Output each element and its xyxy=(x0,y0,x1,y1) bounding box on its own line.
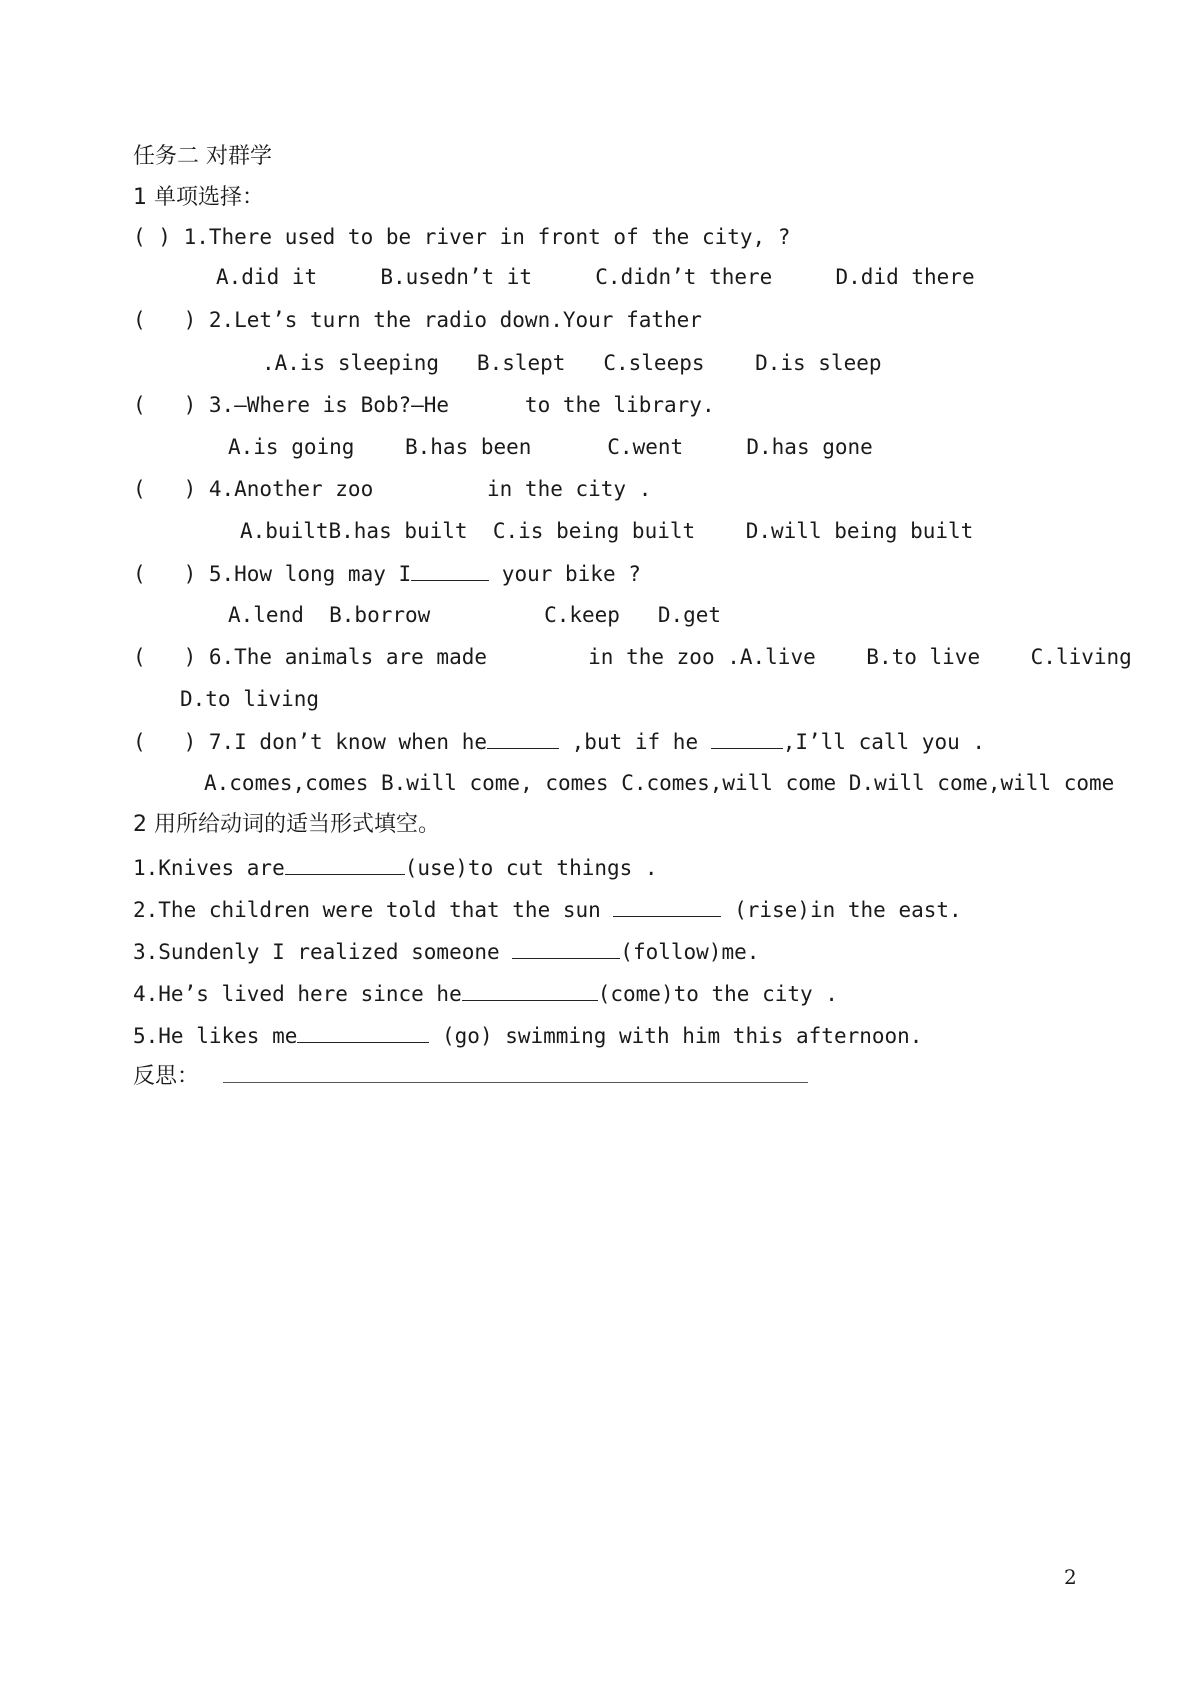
fill-item-1-text-a: 1.Knives are xyxy=(133,856,285,880)
fill-blank-2[interactable] xyxy=(613,894,721,917)
q5-stem xyxy=(133,558,641,589)
q7-options: A.comes,comes B.will come, comes C.comes,will come D.will come,will come xyxy=(204,771,1115,795)
fill-item-5 xyxy=(133,1020,922,1051)
reflection xyxy=(133,1062,808,1092)
fill-item-2-text-b: (rise)in the east. xyxy=(721,898,962,922)
q6-options: D.to living xyxy=(180,687,320,711)
q1-stem: ( ) 1.There used to be river in front of the city, ? xyxy=(133,225,791,249)
q1-options: A.did it B.usedn’t it C.didn’t there D.did there xyxy=(216,265,975,289)
section2-title: 2 用所给动词的适当形式填空。 xyxy=(133,812,440,837)
q7-stem-c: ,I’ll call you . xyxy=(782,730,986,754)
q7-blank-1[interactable] xyxy=(487,726,559,749)
q2-stem: ( ) 2.Let’s turn the radio down.Your father xyxy=(133,308,702,332)
q7-stem xyxy=(133,726,985,757)
q3-stem: ( ) 3.—Where is Bob?—He to the library. xyxy=(133,393,715,417)
fill-item-3-text-b: (follow)me. xyxy=(620,940,760,964)
fill-item-2 xyxy=(133,894,962,925)
fill-item-4-text-a: 4.He’s lived here since he xyxy=(133,982,462,1006)
q6-stem: ( ) 6.The animals are made in the zoo .A.live B.to live C.living xyxy=(133,645,1132,669)
section1-title: 1 单项选择： xyxy=(133,185,264,210)
fill-blank-4[interactable] xyxy=(462,978,598,1001)
fill-blank-1[interactable] xyxy=(285,852,405,875)
fill-item-4-text-b: (come)to the city . xyxy=(597,982,838,1006)
q5-stem-a: ( ) 5.How long may I xyxy=(133,562,412,586)
fill-blank-5[interactable] xyxy=(297,1020,429,1043)
q3-options: A.is going B.has been C.went D.has gone xyxy=(228,435,873,459)
fill-item-5-text-b: (go) swimming with him this afternoon. xyxy=(429,1024,923,1048)
fill-item-3 xyxy=(133,936,759,967)
fill-item-1-text-b: (use)to cut things . xyxy=(404,856,658,880)
q2-options: .A.is sleeping B.slept C.sleeps D.is sleep xyxy=(262,351,882,375)
fill-item-1 xyxy=(133,852,658,883)
reflection-answer-line[interactable] xyxy=(223,1062,808,1083)
task-title: 任务二 对群学 xyxy=(133,144,272,169)
q7-stem-b: ,but if he xyxy=(559,730,711,754)
q7-stem-a: ( ) 7.I don’t know when he xyxy=(133,730,488,754)
fill-item-2-text-a: 2.The children were told that the sun xyxy=(133,898,614,922)
q5-blank[interactable] xyxy=(411,558,489,581)
fill-blank-3[interactable] xyxy=(512,936,620,959)
q5-options: A.lend B.borrow C.keep D.get xyxy=(228,603,722,627)
q7-blank-2[interactable] xyxy=(711,726,783,749)
page-number: 2 xyxy=(1064,1565,1077,1589)
fill-item-5-text-a: 5.He likes me xyxy=(133,1024,298,1048)
reflection-label: 反思： xyxy=(133,1064,200,1089)
fill-item-3-text-a: 3.Sundenly I realized someone xyxy=(133,940,513,964)
fill-item-4 xyxy=(133,978,838,1009)
q5-stem-b: your bike ? xyxy=(489,562,641,586)
q4-stem: ( ) 4.Another zoo in the city . xyxy=(133,477,652,501)
q4-options: A.builtB.has built C.is being built D.will being built xyxy=(240,519,974,543)
